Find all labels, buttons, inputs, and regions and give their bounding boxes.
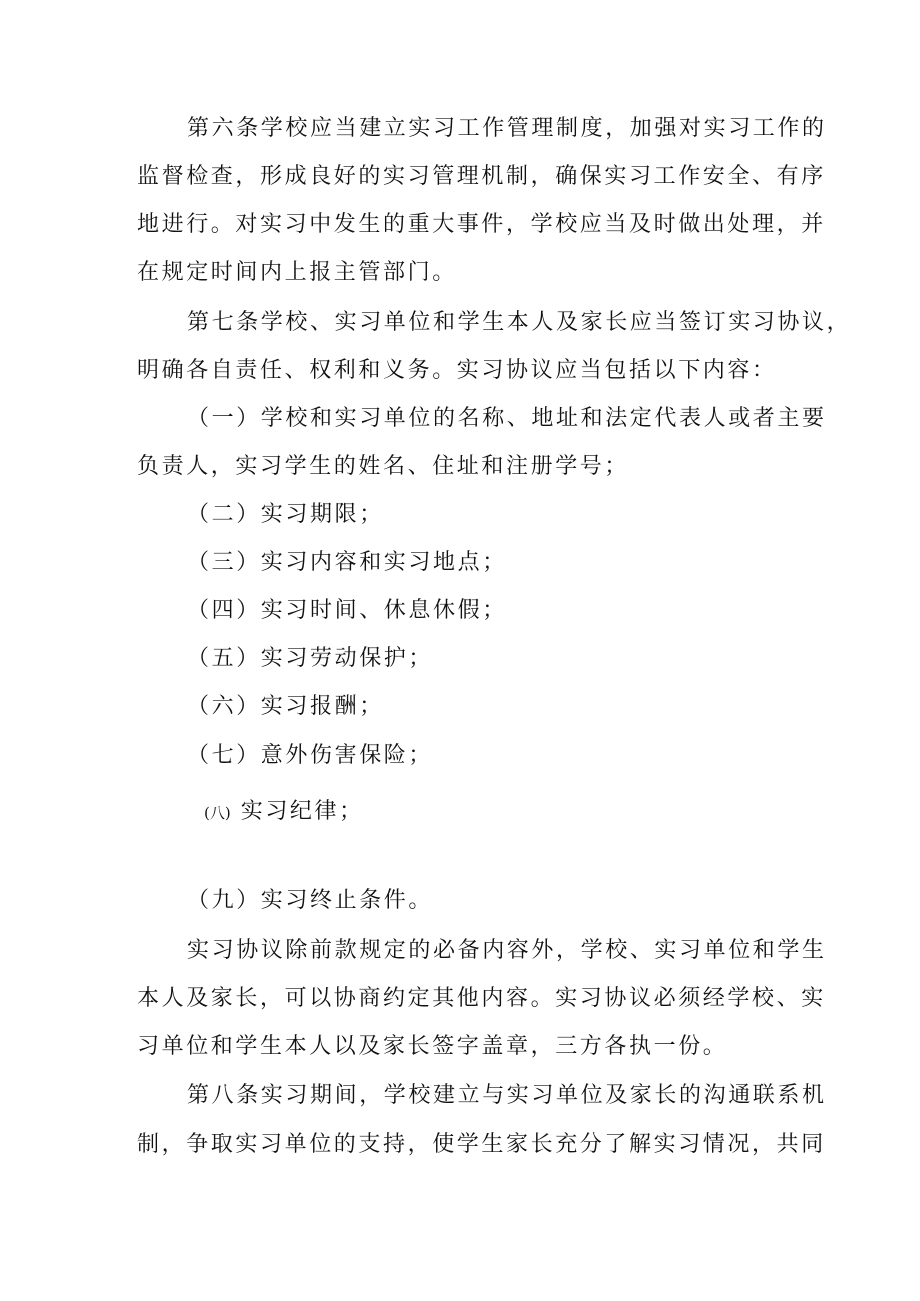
text-line: 在规定时间内上报主管部门。 bbox=[137, 260, 457, 285]
text-line: 第六条学校应当建立实习工作管理制度，加强对实习工作的 bbox=[187, 116, 827, 141]
text-line: 监督检查，形成良好的实习管理机制，确保实习工作安全、有序 bbox=[137, 164, 826, 189]
list-item bbox=[204, 797, 364, 828]
list-item: （六）实习报酬； bbox=[187, 694, 384, 719]
text-line: 本人及家长，可以协商约定其他内容。实习协议必须经学校、实 bbox=[137, 986, 826, 1011]
text-line: 第七条学校、实习单位和学生本人及家长应当签订实习协议， bbox=[187, 310, 852, 335]
list-item: （三）实习内容和实习地点； bbox=[187, 550, 507, 575]
list-item: （五）实习劳动保护； bbox=[187, 646, 434, 671]
list-item: （九）实习终止条件。 bbox=[187, 888, 434, 913]
list-item: （四）实习时间、休息休假； bbox=[187, 598, 507, 623]
list-item: （七）意外伤害保险； bbox=[187, 743, 434, 768]
list-item-text: 实习纪律； bbox=[240, 799, 364, 824]
text-line: 明确各自责任、权利和义务。实习协议应当包括以下内容： bbox=[137, 358, 777, 383]
list-item-number: (八) bbox=[204, 804, 231, 822]
text-line: 负责人，实习学生的姓名、住址和注册学号； bbox=[137, 454, 630, 479]
text-line: 第八条实习期间，学校建立与实习单位及家长的沟通联系机 bbox=[187, 1083, 827, 1108]
list-item: （二）实习期限； bbox=[187, 502, 384, 527]
text-line: 地进行。对实习中发生的重大事件，学校应当及时做出处理，并 bbox=[137, 212, 826, 237]
text-line: 制，争取实习单位的支持，使学生家长充分了解实习情况，共同 bbox=[137, 1132, 826, 1157]
text-line: 习单位和学生本人以及家长签字盖章，三方各执一份。 bbox=[137, 1034, 728, 1059]
text-line: （一）学校和实习单位的名称、地址和法定代表人或者主要 bbox=[187, 406, 827, 431]
text-line: 实习协议除前款规定的必备内容外，学校、实习单位和学生 bbox=[187, 938, 827, 963]
